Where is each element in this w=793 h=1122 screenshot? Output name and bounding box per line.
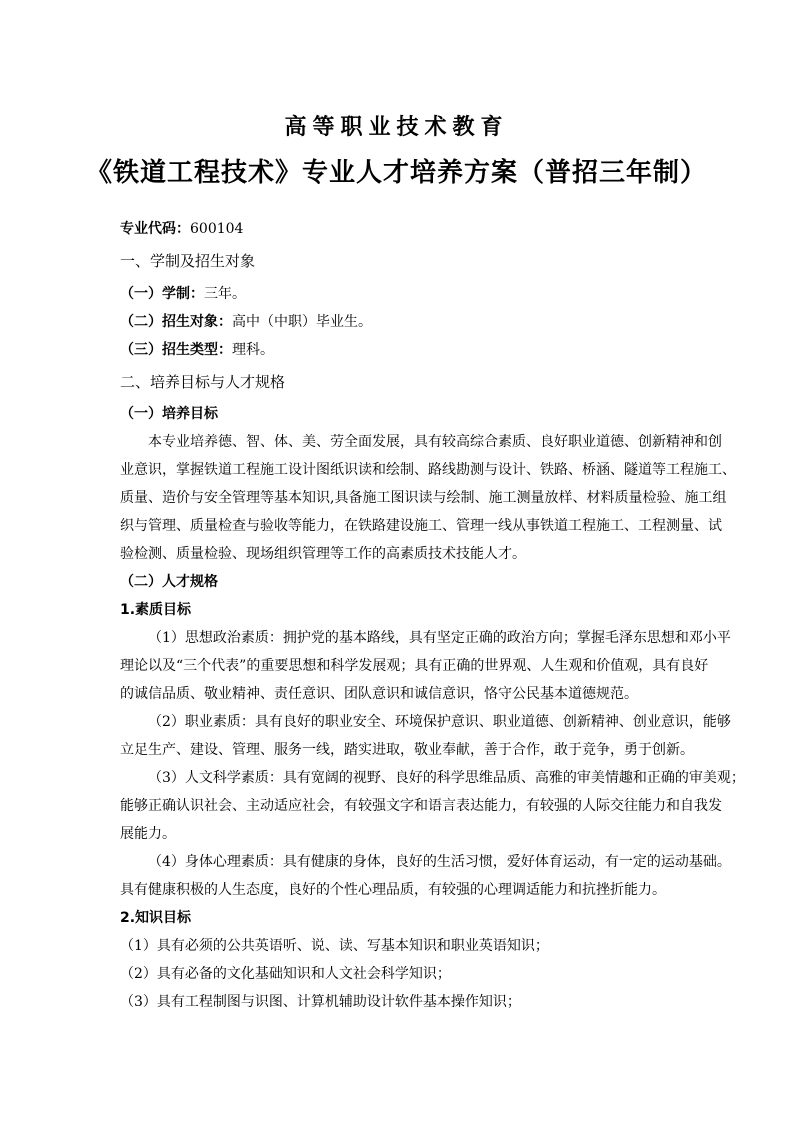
quality-paragraph-line: 立足生产、建设、管理、服务一线，踏实进取，敬业奉献，善于合作，敢于竞争，勇于创新。 xyxy=(120,742,694,758)
quality-paragraph-line: 展能力。 xyxy=(120,826,176,842)
quality-paragraph-line: （2）职业素质：具有良好的职业安全、环境保护意识、职业道德、创新精神、创业意识，能够 xyxy=(148,714,731,730)
training-goal-heading: （一）培养目标 xyxy=(120,406,218,422)
talent-spec-heading: （二）人才规格 xyxy=(120,574,218,590)
document-title-institution: 高等职业技术教育 xyxy=(284,115,509,140)
knowledge-item: （2）具有必备的文化基础知识和人文社会科学知识； xyxy=(120,966,451,982)
training-goal-line: 织与管理、质量检查与验收等能力，在铁路建设施工、管理一线从事铁道工程施工、工程测量、试 xyxy=(120,518,722,534)
document-title-main: 《铁道工程技术》专业人才培养方案（普招三年制） xyxy=(85,158,707,188)
training-goal-line: 本专业培养德、智、体、美、劳全面发展，具有较高综合素质、良好职业道德、创新精神和创 xyxy=(148,434,722,450)
knowledge-goal-heading: 2.知识目标 xyxy=(120,910,192,926)
item-value: 高中（中职）毕业生。 xyxy=(232,314,372,330)
section1-heading: 一、学制及招生对象 xyxy=(120,252,256,270)
item-value: 理科。 xyxy=(232,342,274,358)
quality-paragraph-line: （1）思想政治素质：拥护党的基本路线，具有坚定正确的政治方向；掌握毛泽东思想和邓小平 xyxy=(148,630,731,646)
major-code xyxy=(120,219,702,239)
major-code-value: 600104 xyxy=(190,221,244,237)
quality-goal-heading: 1.素质目标 xyxy=(120,602,192,618)
quality-paragraph-line: （4）身体心理素质：具有健康的身体，良好的生活习惯，爱好体育运动，有一定的运动基础。 xyxy=(148,854,731,870)
quality-paragraph-line: 的诚信品质、敬业精神、责任意识、团队意识和诚信意识，恪守公民基本道德规范。 xyxy=(120,686,638,702)
training-goal-line: 验检测、质量检验、现场组织管理等工作的高素质技术技能人才。 xyxy=(120,546,526,562)
training-goal-line: 质量、造价与安全管理等基本知识,具备施工图识读与绘制、施工测量放样、材料质量检验、施工组 xyxy=(120,490,727,506)
section1-item-target xyxy=(120,312,702,332)
quality-paragraph-line: 理论以及“三个代表”的重要思想和科学发展观；具有正确的世界观、人生观和价值观，具有良好 xyxy=(120,658,709,674)
quality-paragraph-line: 能够正确认识社会、主动适应社会，有较强文字和语言表达能力，有较强的人际交往能力和自我发 xyxy=(120,798,722,814)
item-label: （三）招生类型： xyxy=(120,342,232,358)
item-label: （二）招生对象： xyxy=(120,314,232,330)
knowledge-item: （3）具有工程制图与识图、计算机辅助设计软件基本操作知识； xyxy=(120,994,521,1010)
major-code-label: 专业代码： xyxy=(120,221,190,237)
item-value: 三年。 xyxy=(204,286,246,302)
section2-heading: 二、培养目标与人才规格 xyxy=(120,373,286,391)
knowledge-item: （1）具有必须的公共英语听、说、读、写基本知识和职业英语知识； xyxy=(120,938,549,954)
quality-paragraph-line: （3）人文科学素质：具有宽阔的视野、良好的科学思维品质、高雅的审美情趣和正确的审美观； xyxy=(148,770,745,786)
quality-paragraph-line: 具有健康积极的人生态度，良好的个性心理品质，有较强的心理调适能力和抗挫折能力。 xyxy=(120,882,666,898)
section1-item-type xyxy=(120,340,702,360)
item-label: （一）学制： xyxy=(120,286,204,302)
section1-item-duration xyxy=(120,284,702,304)
training-goal-line: 业意识，掌握铁道工程施工设计图纸识读和绘制、路线勘测与设计、铁路、桥涵、隧道等工程施工、 xyxy=(120,462,736,478)
